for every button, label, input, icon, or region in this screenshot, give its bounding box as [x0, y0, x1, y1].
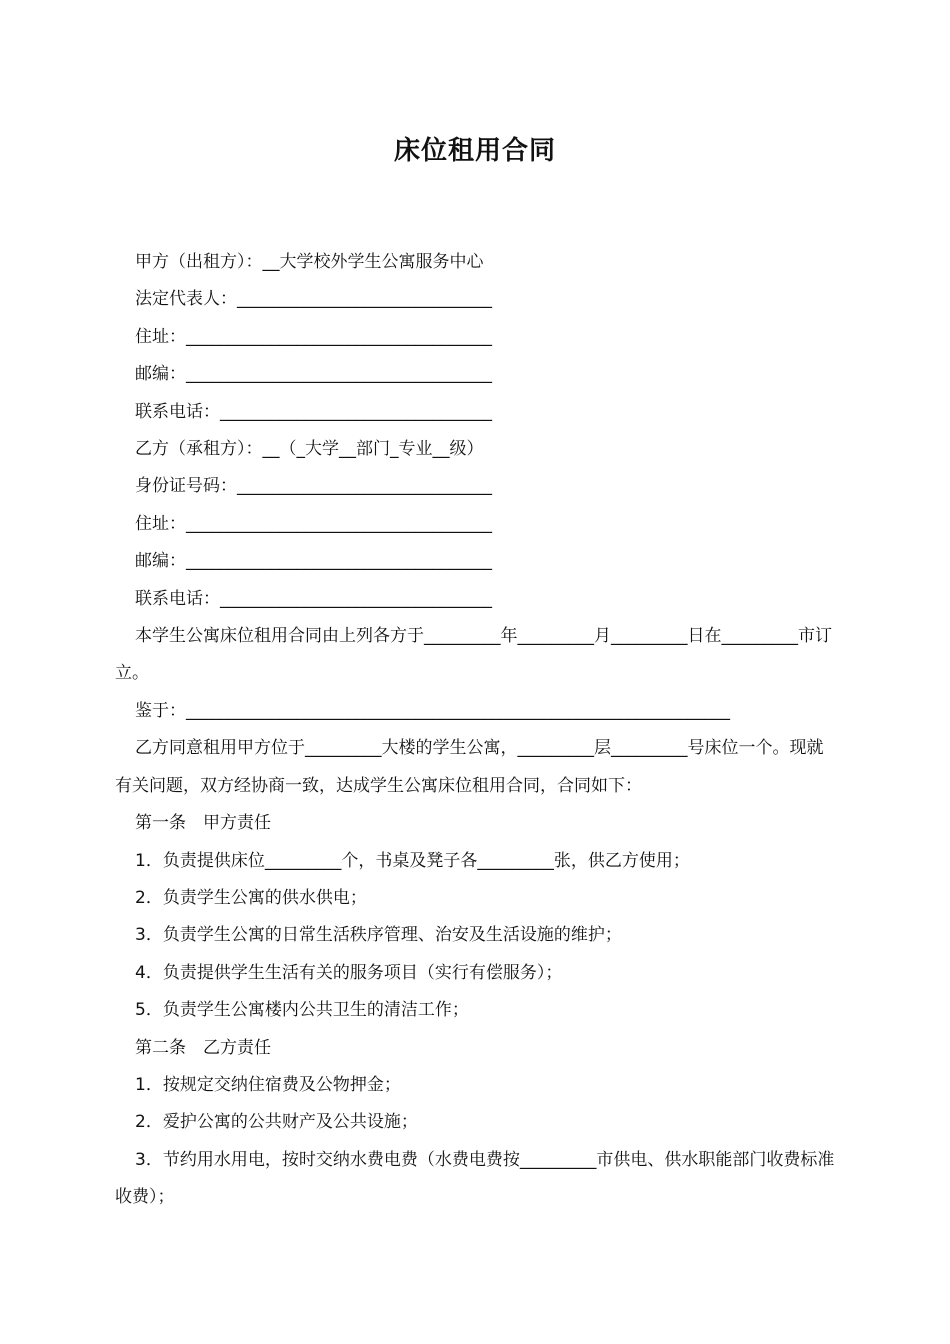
- article-1-item-1: 1．负责提供床位_________个，书桌及凳子各_________张，供乙方使用；: [135, 850, 690, 871]
- article-2-item-1: 1．按规定交纳住宿费及公物押金；: [135, 1074, 401, 1095]
- party-b-postcode-line: 邮编：____________________________________: [135, 551, 492, 572]
- party-b-id-line: 身份证号码：______________________________: [135, 476, 492, 497]
- whereas-line: 鉴于：________________________________________________________________: [135, 700, 730, 721]
- party-a-representative-line: 法定代表人：______________________________: [135, 289, 492, 310]
- party-a-phone-line: 联系电话：________________________________: [135, 401, 492, 422]
- document-body: [115, 244, 840, 1217]
- article-2-heading: 第二条 乙方责任: [135, 1037, 271, 1058]
- party-b-phone-line: 联系电话：________________________________: [135, 588, 492, 609]
- article-2-item-2: 2．爱护公寓的公共财产及公共设施；: [135, 1112, 418, 1133]
- article-1-item-5: 5．负责学生公寓楼内公共卫生的清洁工作；: [135, 1000, 469, 1021]
- article-1-item-3: 3．负责学生公寓的日常生活秩序管理、治安及生活设施的维护；: [135, 925, 622, 946]
- party-b-line: 乙方（承租方）：__（_大学__部门_专业__级）: [135, 439, 484, 460]
- contract-date-paragraph: 本学生公寓床位租用合同由上列各方于_________年_________月_________日在_________市订立。: [115, 626, 832, 684]
- document-title: 床位租用合同: [393, 136, 556, 166]
- article-1-heading: 第一条 甲方责任: [135, 813, 271, 834]
- agreement-paragraph: 乙方同意租用甲方位于_________大楼的学生公寓，_________层_________号床位一个。现就有关问题，双方经协商一致，达成学生公寓床位租用合同，合同如下：: [115, 738, 824, 796]
- party-a-postcode-line: 邮编：____________________________________: [135, 364, 492, 385]
- party-a-address-line: 住址：____________________________________: [135, 326, 492, 347]
- article-1-item-4: 4．负责提供学生生活有关的服务项目（实行有偿服务）；: [135, 962, 563, 983]
- party-b-address-line: 住址：____________________________________: [135, 513, 492, 534]
- article-2-item-3: 3．节约用水用电，按时交纳水费电费（水费电费按_________市供电、供水职能部门收费标准收费）；: [115, 1149, 835, 1208]
- party-a-line: 甲方（出租方）：__大学校外学生公寓服务中心: [135, 252, 484, 272]
- article-1-item-2: 2．负责学生公寓的供水供电；: [135, 887, 367, 908]
